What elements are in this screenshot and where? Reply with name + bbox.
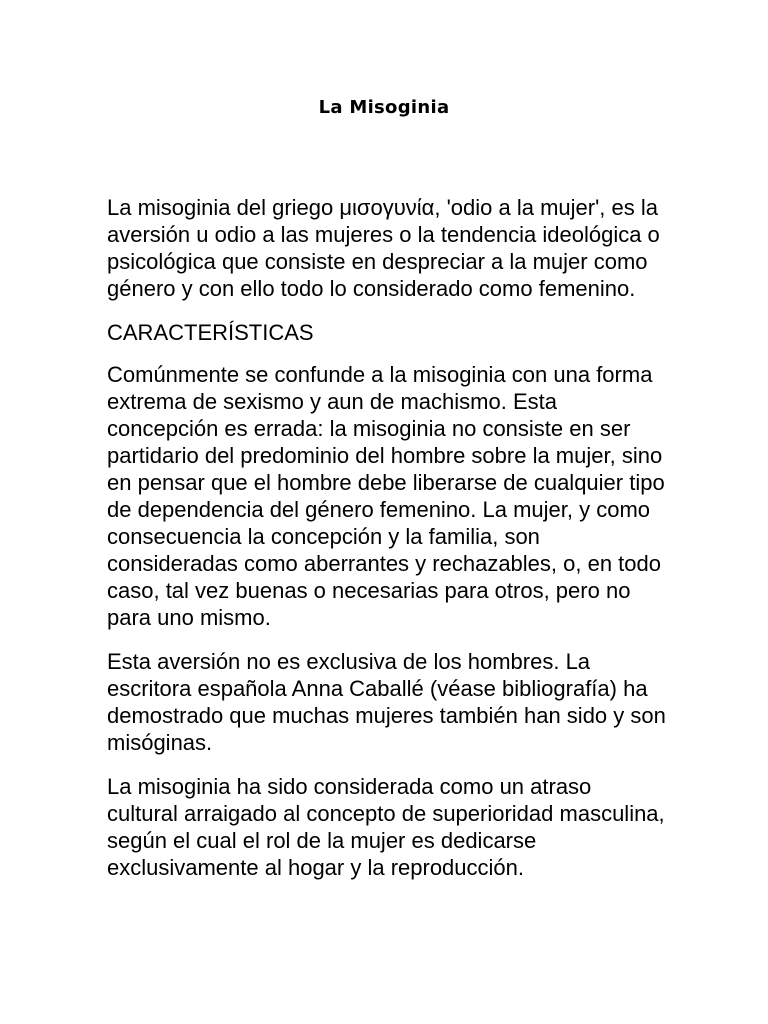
document-body xyxy=(107,194,667,898)
paragraph-confusion: Comúnmente se confunde a la misoginia con una forma extrema de sexismo y aun de machismo. Esta concepción es errada: la misoginia no consiste en ser partidario del predominio del hombre sobre la mujer, sino en pensar que el hombre debe liberarse de cualquier tipo de dependencia del género femenino. La mujer, y como consecuencia la concepción y la familia, son consideradas como aberrantes y rechazables, o, en todo caso, tal vez buenas o necesarias para otros, pero no para uno mismo. xyxy=(107,362,665,630)
document-title: La Misoginia xyxy=(318,97,450,118)
paragraph-intro: La misoginia del griego μισογυνία, 'odio a la mujer', es la aversión u odio a las mujeres o la tendencia ideológica o psicológica que consiste en despreciar a la mujer como género y con ello todo lo considerado como femenino. xyxy=(107,195,660,301)
section-heading: CARACTERÍSTICAS xyxy=(107,320,314,345)
paragraph-cultural: La misoginia ha sido considerada como un atraso cultural arraigado al concepto de superioridad masculina, según el cual el rol de la mujer es dedicarse exclusivamente al hogar y la reproducción. xyxy=(107,774,665,880)
paragraph-not-exclusive: Esta aversión no es exclusiva de los hombres. La escritora española Anna Caballé (véase bibliografía) ha demostrado que muchas mujeres también han sido y son misóginas. xyxy=(107,649,666,755)
